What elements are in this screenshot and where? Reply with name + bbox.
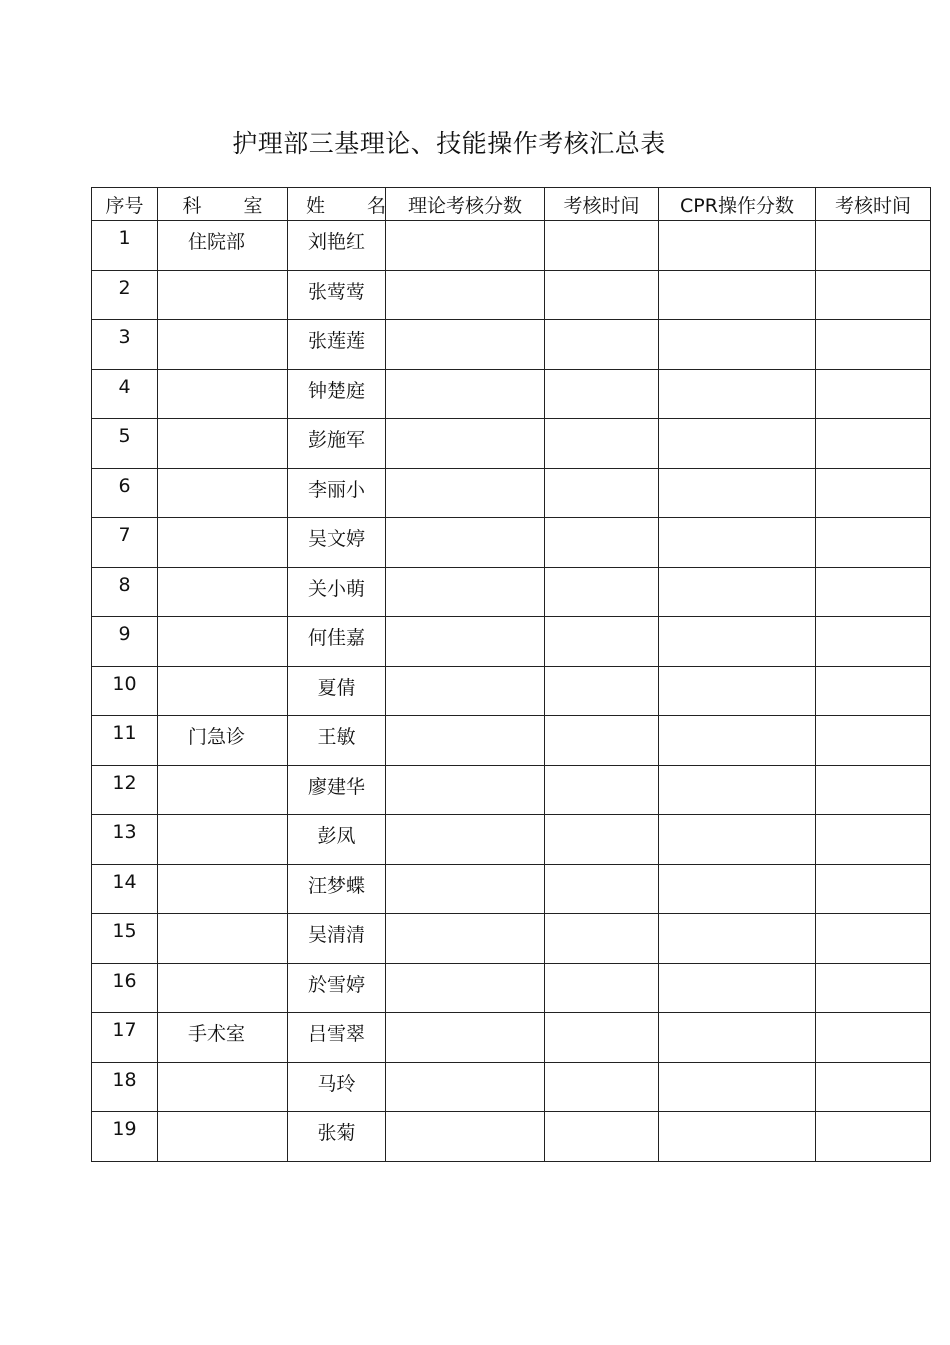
name-cell: 张莺莺 bbox=[288, 270, 386, 320]
cpr-score-cell bbox=[659, 369, 816, 419]
theory-score-cell bbox=[386, 567, 545, 617]
department-cell bbox=[158, 419, 288, 469]
header-theory-score: 理论考核分数 bbox=[386, 188, 545, 221]
table-row bbox=[92, 221, 931, 271]
department-cell bbox=[158, 1062, 288, 1112]
name-cell: 钟楚庭 bbox=[288, 369, 386, 419]
table-row bbox=[92, 518, 931, 568]
cpr-score-cell bbox=[659, 221, 816, 271]
name-cell: 汪梦蝶 bbox=[288, 864, 386, 914]
table-row bbox=[92, 369, 931, 419]
theory-score-cell bbox=[386, 320, 545, 370]
header-theory-exam-time: 考核时间 bbox=[545, 188, 659, 221]
theory-exam-time-cell bbox=[545, 963, 659, 1013]
cpr-exam-time-cell bbox=[816, 1062, 931, 1112]
theory-exam-time-cell bbox=[545, 864, 659, 914]
theory-score-cell bbox=[386, 369, 545, 419]
department-cell: 门急诊 bbox=[158, 716, 288, 766]
name-cell: 马玲 bbox=[288, 1062, 386, 1112]
theory-score-cell bbox=[386, 716, 545, 766]
department-cell bbox=[158, 369, 288, 419]
department-cell bbox=[158, 666, 288, 716]
name-cell: 李丽小 bbox=[288, 468, 386, 518]
theory-exam-time-cell bbox=[545, 666, 659, 716]
name-cell: 夏倩 bbox=[288, 666, 386, 716]
theory-exam-time-cell bbox=[545, 1013, 659, 1063]
theory-exam-time-cell bbox=[545, 765, 659, 815]
serial-number-cell: 3 bbox=[92, 320, 158, 370]
cpr-exam-time-cell bbox=[816, 518, 931, 568]
cpr-exam-time-cell bbox=[816, 666, 931, 716]
cpr-score-cell bbox=[659, 617, 816, 667]
cpr-exam-time-cell bbox=[816, 864, 931, 914]
cpr-exam-time-cell bbox=[816, 1112, 931, 1162]
theory-exam-time-cell bbox=[545, 716, 659, 766]
serial-number-cell: 12 bbox=[92, 765, 158, 815]
header-name: 姓 名 bbox=[288, 188, 386, 221]
theory-score-cell bbox=[386, 468, 545, 518]
cpr-exam-time-cell bbox=[816, 468, 931, 518]
theory-exam-time-cell bbox=[545, 320, 659, 370]
cpr-exam-time-cell bbox=[816, 1013, 931, 1063]
department-cell bbox=[158, 518, 288, 568]
department-cell bbox=[158, 1112, 288, 1162]
cpr-score-cell bbox=[659, 270, 816, 320]
name-cell: 吕雪翠 bbox=[288, 1013, 386, 1063]
table-row bbox=[92, 864, 931, 914]
header-serial-number: 序号 bbox=[92, 188, 158, 221]
department-cell bbox=[158, 864, 288, 914]
theory-exam-time-cell bbox=[545, 468, 659, 518]
assessment-summary-table bbox=[91, 187, 931, 1162]
cpr-score-cell bbox=[659, 1112, 816, 1162]
serial-number-cell: 11 bbox=[92, 716, 158, 766]
table-row bbox=[92, 716, 931, 766]
cpr-score-cell bbox=[659, 1013, 816, 1063]
name-cell: 刘艳红 bbox=[288, 221, 386, 271]
theory-exam-time-cell bbox=[545, 419, 659, 469]
department-cell: 手术室 bbox=[158, 1013, 288, 1063]
cpr-score-cell bbox=[659, 914, 816, 964]
table-row bbox=[92, 419, 931, 469]
name-cell: 吴文婷 bbox=[288, 518, 386, 568]
theory-score-cell bbox=[386, 765, 545, 815]
name-cell: 廖建华 bbox=[288, 765, 386, 815]
cpr-exam-time-cell bbox=[816, 567, 931, 617]
cpr-score-cell bbox=[659, 716, 816, 766]
department-cell bbox=[158, 468, 288, 518]
cpr-score-cell bbox=[659, 419, 816, 469]
theory-score-cell bbox=[386, 666, 545, 716]
theory-score-cell bbox=[386, 963, 545, 1013]
department-cell bbox=[158, 270, 288, 320]
table-row bbox=[92, 1062, 931, 1112]
theory-exam-time-cell bbox=[545, 617, 659, 667]
name-cell: 王敏 bbox=[288, 716, 386, 766]
department-cell bbox=[158, 815, 288, 865]
serial-number-cell: 2 bbox=[92, 270, 158, 320]
theory-score-cell bbox=[386, 1112, 545, 1162]
theory-score-cell bbox=[386, 1062, 545, 1112]
cpr-exam-time-cell bbox=[816, 716, 931, 766]
cpr-score-cell bbox=[659, 518, 816, 568]
theory-score-cell bbox=[386, 815, 545, 865]
theory-exam-time-cell bbox=[545, 221, 659, 271]
table-row bbox=[92, 320, 931, 370]
theory-score-cell bbox=[386, 1013, 545, 1063]
theory-score-cell bbox=[386, 864, 545, 914]
name-cell: 关小萌 bbox=[288, 567, 386, 617]
cpr-score-cell bbox=[659, 1062, 816, 1112]
theory-exam-time-cell bbox=[545, 1062, 659, 1112]
serial-number-cell: 19 bbox=[92, 1112, 158, 1162]
theory-exam-time-cell bbox=[545, 815, 659, 865]
cpr-exam-time-cell bbox=[816, 320, 931, 370]
theory-score-cell bbox=[386, 270, 545, 320]
serial-number-cell: 17 bbox=[92, 1013, 158, 1063]
table-row bbox=[92, 815, 931, 865]
page-title: 护理部三基理论、技能操作考核汇总表 bbox=[232, 129, 666, 158]
table-row bbox=[92, 468, 931, 518]
serial-number-cell: 18 bbox=[92, 1062, 158, 1112]
department-cell bbox=[158, 567, 288, 617]
department-cell bbox=[158, 617, 288, 667]
cpr-exam-time-cell bbox=[816, 369, 931, 419]
header-cpr-score: CPR操作分数 bbox=[659, 188, 816, 221]
theory-score-cell bbox=[386, 221, 545, 271]
cpr-score-cell bbox=[659, 567, 816, 617]
table-row bbox=[92, 963, 931, 1013]
table-row bbox=[92, 617, 931, 667]
cpr-score-cell bbox=[659, 963, 816, 1013]
cpr-score-cell bbox=[659, 320, 816, 370]
theory-exam-time-cell bbox=[545, 914, 659, 964]
table-row bbox=[92, 666, 931, 716]
serial-number-cell: 5 bbox=[92, 419, 158, 469]
theory-exam-time-cell bbox=[545, 270, 659, 320]
serial-number-cell: 15 bbox=[92, 914, 158, 964]
cpr-exam-time-cell bbox=[816, 765, 931, 815]
theory-score-cell bbox=[386, 914, 545, 964]
serial-number-cell: 9 bbox=[92, 617, 158, 667]
serial-number-cell: 14 bbox=[92, 864, 158, 914]
serial-number-cell: 16 bbox=[92, 963, 158, 1013]
department-cell bbox=[158, 914, 288, 964]
name-cell: 吴清清 bbox=[288, 914, 386, 964]
table-row bbox=[92, 567, 931, 617]
name-cell: 彭凤 bbox=[288, 815, 386, 865]
theory-score-cell bbox=[386, 518, 545, 568]
theory-score-cell bbox=[386, 617, 545, 667]
cpr-exam-time-cell bbox=[816, 419, 931, 469]
name-cell: 张莲莲 bbox=[288, 320, 386, 370]
department-cell bbox=[158, 320, 288, 370]
name-cell: 张菊 bbox=[288, 1112, 386, 1162]
serial-number-cell: 8 bbox=[92, 567, 158, 617]
table-row bbox=[92, 765, 931, 815]
cpr-exam-time-cell bbox=[816, 270, 931, 320]
theory-exam-time-cell bbox=[545, 518, 659, 568]
cpr-score-cell bbox=[659, 815, 816, 865]
serial-number-cell: 7 bbox=[92, 518, 158, 568]
name-cell: 何佳嘉 bbox=[288, 617, 386, 667]
cpr-exam-time-cell bbox=[816, 617, 931, 667]
theory-exam-time-cell bbox=[545, 567, 659, 617]
cpr-score-cell bbox=[659, 468, 816, 518]
theory-exam-time-cell bbox=[545, 369, 659, 419]
cpr-exam-time-cell bbox=[816, 914, 931, 964]
name-cell: 於雪婷 bbox=[288, 963, 386, 1013]
cpr-score-cell bbox=[659, 864, 816, 914]
serial-number-cell: 4 bbox=[92, 369, 158, 419]
header-department: 科 室 bbox=[158, 188, 288, 221]
department-cell: 住院部 bbox=[158, 221, 288, 271]
cpr-score-cell bbox=[659, 765, 816, 815]
table-row bbox=[92, 270, 931, 320]
table-row bbox=[92, 1013, 931, 1063]
serial-number-cell: 6 bbox=[92, 468, 158, 518]
table-header-row bbox=[92, 188, 931, 221]
name-cell: 彭施军 bbox=[288, 419, 386, 469]
cpr-score-cell bbox=[659, 666, 816, 716]
table-row bbox=[92, 914, 931, 964]
theory-exam-time-cell bbox=[545, 1112, 659, 1162]
table-row bbox=[92, 1112, 931, 1162]
department-cell bbox=[158, 963, 288, 1013]
serial-number-cell: 10 bbox=[92, 666, 158, 716]
cpr-exam-time-cell bbox=[816, 815, 931, 865]
serial-number-cell: 13 bbox=[92, 815, 158, 865]
theory-score-cell bbox=[386, 419, 545, 469]
cpr-exam-time-cell bbox=[816, 963, 931, 1013]
department-cell bbox=[158, 765, 288, 815]
serial-number-cell: 1 bbox=[92, 221, 158, 271]
cpr-exam-time-cell bbox=[816, 221, 931, 271]
header-cpr-exam-time: 考核时间 bbox=[816, 188, 931, 221]
